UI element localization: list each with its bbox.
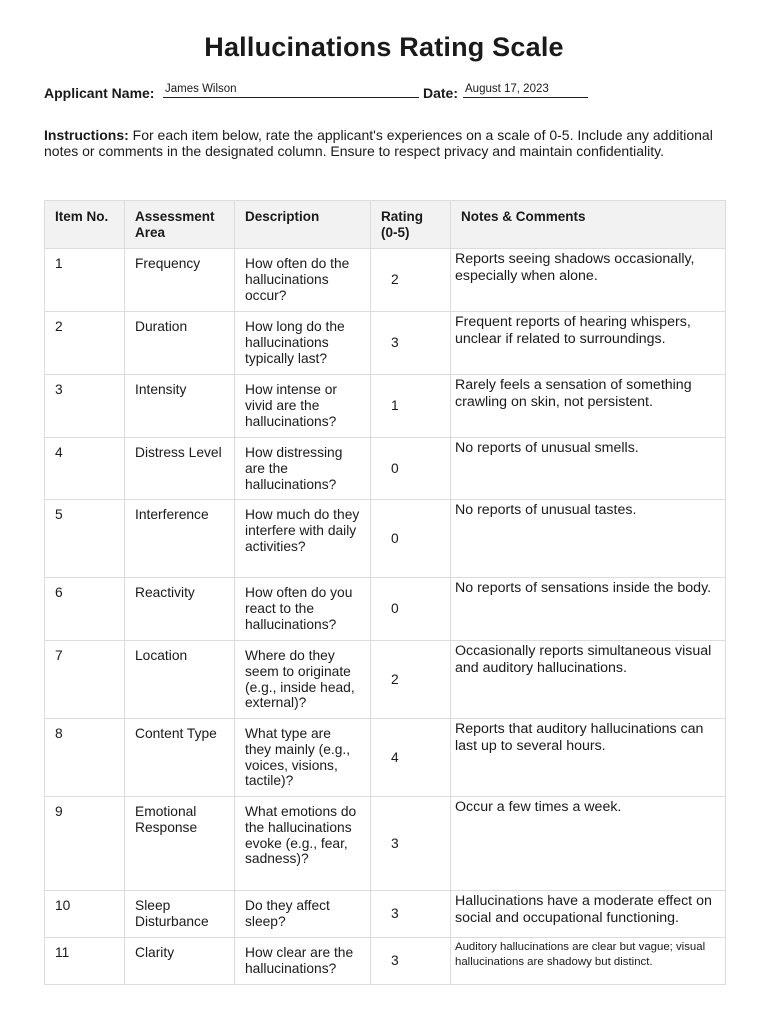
item-no: 4 — [45, 438, 125, 500]
assessment-area: Reactivity — [125, 578, 235, 641]
notes[interactable]: Reports seeing shadows occasionally, especially when alone. — [451, 249, 726, 312]
description: Where do they seem to originate (e.g., inside head, external)? — [235, 641, 371, 719]
assessment-area: Location — [125, 641, 235, 719]
table-row — [45, 312, 726, 375]
item-no: 10 — [45, 891, 125, 938]
header-notes: Notes & Comments — [451, 201, 726, 249]
notes[interactable]: Occur a few times a week. — [451, 797, 726, 891]
applicant-name-field[interactable]: James Wilson — [163, 83, 419, 98]
item-no: 3 — [45, 375, 125, 438]
notes[interactable]: Frequent reports of hearing whispers, unclear if related to surroundings. — [451, 312, 726, 375]
assessment-area: Content Type — [125, 719, 235, 797]
assessment-area: Intensity — [125, 375, 235, 438]
assessment-area: Emotional Response — [125, 797, 235, 891]
instructions — [44, 127, 734, 159]
table-row — [45, 500, 726, 578]
rating[interactable]: 3 — [371, 797, 451, 891]
date-label: Date: — [423, 85, 459, 101]
item-no: 9 — [45, 797, 125, 891]
notes[interactable]: Reports that auditory hallucinations can last up to several hours. — [451, 719, 726, 797]
table-row — [45, 578, 726, 641]
table-header-row — [45, 201, 726, 249]
description: How often do the hallucinations occur? — [235, 249, 371, 312]
rating[interactable]: 3 — [371, 312, 451, 375]
assessment-area: Frequency — [125, 249, 235, 312]
notes[interactable]: No reports of unusual tastes. — [451, 500, 726, 578]
assessment-area: Duration — [125, 312, 235, 375]
description: How long do the hallucinations typically last? — [235, 312, 371, 375]
description: What type are they mainly (e.g., voices, visions, tactile)? — [235, 719, 371, 797]
table-row — [45, 641, 726, 719]
item-no: 11 — [45, 938, 125, 985]
page-title: Hallucinations Rating Scale — [204, 32, 564, 62]
applicant-name-label: Applicant Name: — [44, 85, 155, 101]
table-row — [45, 249, 726, 312]
description: How much do they interfere with daily activities? — [235, 500, 371, 578]
assessment-area: Sleep Disturbance — [125, 891, 235, 938]
description: What emotions do the hallucinations evoke (e.g., fear, sadness)? — [235, 797, 371, 891]
item-no: 1 — [45, 249, 125, 312]
description: How intense or vivid are the hallucinations? — [235, 375, 371, 438]
description: How distressing are the hallucinations? — [235, 438, 371, 500]
header-description: Description — [235, 201, 371, 249]
rating[interactable]: 0 — [371, 438, 451, 500]
table-row — [45, 797, 726, 891]
rating[interactable]: 2 — [371, 249, 451, 312]
rating[interactable]: 2 — [371, 641, 451, 719]
rating[interactable]: 4 — [371, 719, 451, 797]
notes[interactable]: Rarely feels a sensation of something crawling on skin, not persistent. — [451, 375, 726, 438]
item-no: 6 — [45, 578, 125, 641]
item-no: 2 — [45, 312, 125, 375]
item-no: 7 — [45, 641, 125, 719]
header-assessment-area: Assessment Area — [125, 201, 235, 249]
description: Do they affect sleep? — [235, 891, 371, 938]
rating[interactable]: 0 — [371, 500, 451, 578]
notes[interactable]: No reports of sensations inside the body. — [451, 578, 726, 641]
description: How clear are the hallucinations? — [235, 938, 371, 985]
table-row — [45, 375, 726, 438]
rating[interactable]: 3 — [371, 891, 451, 938]
rating[interactable]: 0 — [371, 578, 451, 641]
notes[interactable]: Occasionally reports simultaneous visual and auditory hallucinations. — [451, 641, 726, 719]
notes[interactable]: Auditory hallucinations are clear but vague; visual hallucinations are shadowy but distinct. — [451, 938, 726, 985]
header-rating: Rating (0-5) — [371, 201, 451, 249]
table-row — [45, 719, 726, 797]
rating[interactable]: 1 — [371, 375, 451, 438]
description: How often do you react to the hallucinations? — [235, 578, 371, 641]
item-no: 5 — [45, 500, 125, 578]
table-row — [45, 438, 726, 500]
instructions-label: Instructions: — [44, 127, 129, 143]
header-item-no: Item No. — [45, 201, 125, 249]
table-row — [45, 891, 726, 938]
table-row — [45, 938, 726, 985]
instructions-text: For each item below, rate the applicant's experiences on a scale of 0-5. Include any additional notes or comments in the designated column. Ensure to respect privacy and maintain confidentiality. — [44, 127, 713, 159]
date-field[interactable]: August 17, 2023 — [463, 83, 588, 98]
assessment-area: Interference — [125, 500, 235, 578]
notes[interactable]: Hallucinations have a moderate effect on social and occupational functioning. — [451, 891, 726, 938]
item-no: 8 — [45, 719, 125, 797]
rating[interactable]: 3 — [371, 938, 451, 985]
notes[interactable]: No reports of unusual smells. — [451, 438, 726, 500]
applicant-info-row — [44, 83, 744, 105]
rating-table — [44, 200, 726, 985]
assessment-area: Clarity — [125, 938, 235, 985]
assessment-area: Distress Level — [125, 438, 235, 500]
